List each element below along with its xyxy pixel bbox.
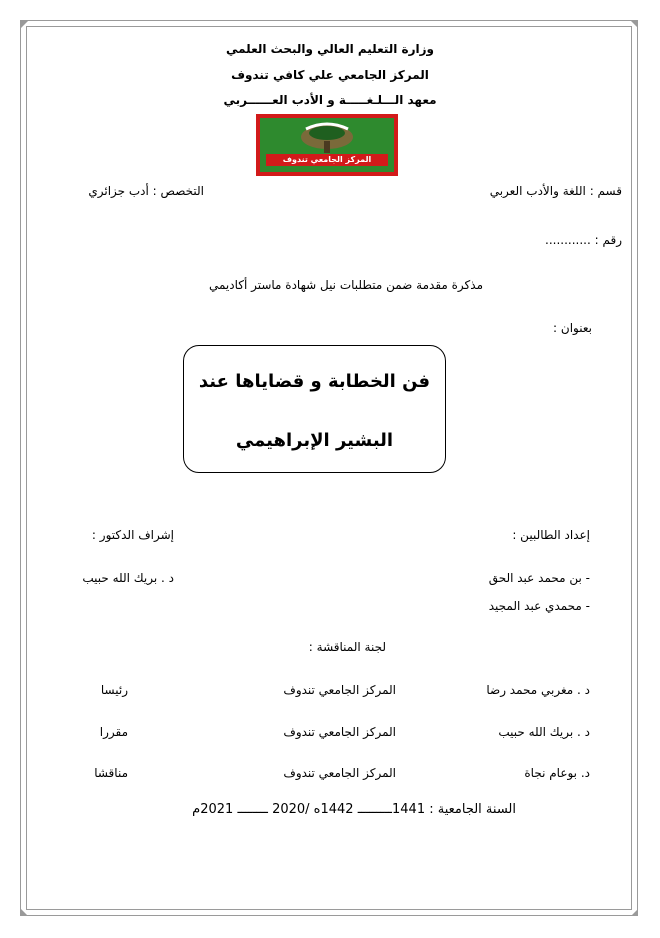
academic-year: السنة الجامعية : 1441ـــــــــ 1442ه /2020 ــــــــ 2021م <box>192 802 516 817</box>
specialty-label: التخصص : أدب جزائري <box>88 184 204 198</box>
corner-ornament <box>631 21 638 28</box>
corner-ornament <box>21 909 28 916</box>
committee-member-name: د . بريك الله حبيب <box>498 725 590 739</box>
students-label: إعداد الطالبين : <box>512 528 590 542</box>
committee-member-role: رئيسا <box>100 683 128 697</box>
department-label: قسم : اللغة والأدب العربي <box>489 184 622 198</box>
committee-member-institution: المركز الجامعي تندوف <box>283 725 396 739</box>
institute-heading: معهد الـــلـغـــــة و الأدب العــــــربي <box>223 93 437 107</box>
memo-statement: مذكرة مقدمة ضمن متطلبات نيل شهادة ماستر أكاديمي <box>208 278 483 292</box>
committee-member-role: مقررا <box>99 725 128 739</box>
committee-member-institution: المركز الجامعي تندوف <box>283 683 396 697</box>
ministry-heading: وزارة التعليم العالي والبحث العلمي <box>225 42 435 56</box>
reference-number: رقم : ............ <box>545 233 622 247</box>
logo-caption: المركز الجامعي تندوف <box>266 154 388 166</box>
supervisor-label: إشراف الدكتور : <box>91 528 174 542</box>
committee-member-institution: المركز الجامعي تندوف <box>283 766 396 780</box>
committee-member-name: د. بوعام نجاة <box>524 766 590 780</box>
thesis-title-box <box>183 345 446 473</box>
student-name: - محمدي عبد المجيد <box>488 599 590 613</box>
thesis-title-line1: فن الخطابة و قضاياها عند <box>198 371 431 392</box>
corner-ornament <box>21 21 28 28</box>
thesis-title-line2: البشير الإبراهيمي <box>235 430 394 451</box>
committee-member-role: مناقشا <box>94 766 128 780</box>
supervisor-name: د . بريك الله حبيب <box>82 571 174 585</box>
committee-label: لجنة المناقشة : <box>308 640 386 654</box>
title-label: بعنوان : <box>553 321 592 335</box>
corner-ornament <box>631 909 638 916</box>
center-heading: المركز الجامعي علي كافي تندوف <box>231 68 429 82</box>
tree-emblem-icon <box>292 121 362 155</box>
university-logo <box>256 114 398 176</box>
student-name: - بن محمد عبد الحق <box>488 571 590 585</box>
committee-member-name: د . مغربي محمد رضا <box>486 683 590 697</box>
